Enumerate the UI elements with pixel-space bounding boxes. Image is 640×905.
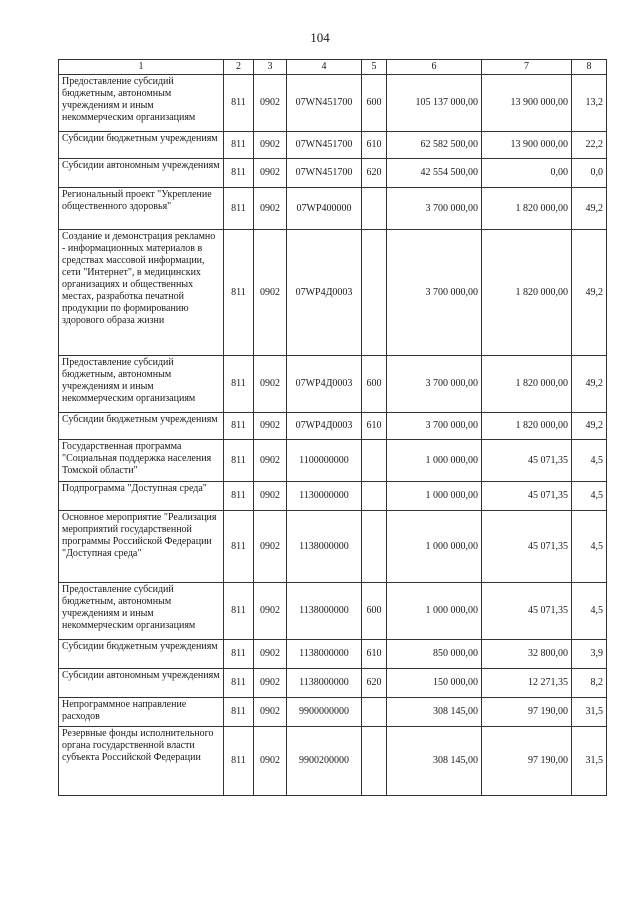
row-name: Непрограммное направление расходов xyxy=(59,698,224,727)
cell-code: 811 xyxy=(224,230,254,356)
column-header: 1 xyxy=(59,60,224,75)
cell-code: 811 xyxy=(224,75,254,132)
cell-target-article: 07WP4Д0003 xyxy=(287,230,362,356)
cell-percent: 8,2 xyxy=(572,669,607,698)
cell-plan: 1 000 000,00 xyxy=(387,440,482,482)
row-name: Государственная программа "Социальная поддержка населения Томской области" xyxy=(59,440,224,482)
cell-plan: 850 000,00 xyxy=(387,640,482,669)
row-name: Субсидии бюджетным учреждениям xyxy=(59,413,224,440)
cell-expense-type xyxy=(362,230,387,356)
row-name: Резервные фонды исполнительного органа государственной власти субъекта Российской Федерации xyxy=(59,727,224,796)
cell-section: 0902 xyxy=(254,188,287,230)
cell-expense-type: 610 xyxy=(362,132,387,159)
cell-percent: 49,2 xyxy=(572,356,607,413)
row-name: Предоставление субсидий бюджетным, автономным учреждениям и иным некоммерческим организациям xyxy=(59,75,224,132)
row-name: Субсидии автономным учреждениям xyxy=(59,159,224,188)
row-name: Основное мероприятие "Реализация мероприятий государственной программы Российской Федерации "Доступная среда" xyxy=(59,511,224,583)
table-row xyxy=(59,413,607,440)
cell-target-article: 07WN451700 xyxy=(287,159,362,188)
cell-percent: 31,5 xyxy=(572,727,607,796)
cell-plan: 3 700 000,00 xyxy=(387,188,482,230)
cell-target-article: 1130000000 xyxy=(287,482,362,511)
cell-code: 811 xyxy=(224,132,254,159)
cell-section: 0902 xyxy=(254,482,287,511)
cell-section: 0902 xyxy=(254,640,287,669)
table-row xyxy=(59,727,607,796)
row-name: Субсидии бюджетным учреждениям xyxy=(59,640,224,669)
cell-percent: 31,5 xyxy=(572,698,607,727)
table-row xyxy=(59,698,607,727)
cell-code: 811 xyxy=(224,698,254,727)
table-row xyxy=(59,75,607,132)
cell-code: 811 xyxy=(224,727,254,796)
cell-target-article: 07WN451700 xyxy=(287,132,362,159)
row-name: Субсидии автономным учреждениям xyxy=(59,669,224,698)
cell-code: 811 xyxy=(224,159,254,188)
cell-target-article: 07WP400000 xyxy=(287,188,362,230)
cell-target-article: 1138000000 xyxy=(287,669,362,698)
table-row xyxy=(59,132,607,159)
cell-target-article: 9900000000 xyxy=(287,698,362,727)
table-row xyxy=(59,669,607,698)
cell-section: 0902 xyxy=(254,75,287,132)
cell-percent: 4,5 xyxy=(572,482,607,511)
table-row xyxy=(59,188,607,230)
row-name: Создание и демонстрация рекламно - информационных материалов в средствах массовой информации, сети "Интернет", в медицинских организациях и общественных местах, разработка печатной продукции по формированию здорового образа жизни xyxy=(59,230,224,356)
row-name: Подпрограмма "Доступная среда" xyxy=(59,482,224,511)
cell-percent: 4,5 xyxy=(572,440,607,482)
cell-section: 0902 xyxy=(254,132,287,159)
cell-actual: 1 820 000,00 xyxy=(482,188,572,230)
cell-expense-type: 620 xyxy=(362,669,387,698)
cell-actual: 1 820 000,00 xyxy=(482,230,572,356)
budget-table xyxy=(58,59,607,796)
column-header: 2 xyxy=(224,60,254,75)
cell-plan: 150 000,00 xyxy=(387,669,482,698)
cell-section: 0902 xyxy=(254,669,287,698)
cell-plan: 3 700 000,00 xyxy=(387,356,482,413)
cell-actual: 45 071,35 xyxy=(482,511,572,583)
column-header: 4 xyxy=(287,60,362,75)
cell-actual: 0,00 xyxy=(482,159,572,188)
table-row xyxy=(59,356,607,413)
cell-section: 0902 xyxy=(254,413,287,440)
cell-code: 811 xyxy=(224,356,254,413)
column-header: 5 xyxy=(362,60,387,75)
cell-expense-type xyxy=(362,482,387,511)
cell-percent: 13,2 xyxy=(572,75,607,132)
cell-target-article: 1138000000 xyxy=(287,583,362,640)
cell-plan: 105 137 000,00 xyxy=(387,75,482,132)
column-header: 8 xyxy=(572,60,607,75)
cell-code: 811 xyxy=(224,440,254,482)
cell-section: 0902 xyxy=(254,230,287,356)
table-row xyxy=(59,511,607,583)
cell-expense-type: 600 xyxy=(362,583,387,640)
cell-actual: 1 820 000,00 xyxy=(482,413,572,440)
cell-expense-type xyxy=(362,440,387,482)
table-row xyxy=(59,230,607,356)
cell-section: 0902 xyxy=(254,356,287,413)
table-row xyxy=(59,482,607,511)
cell-plan: 308 145,00 xyxy=(387,727,482,796)
cell-code: 811 xyxy=(224,188,254,230)
column-header: 6 xyxy=(387,60,482,75)
column-header: 7 xyxy=(482,60,572,75)
cell-code: 811 xyxy=(224,511,254,583)
cell-expense-type: 600 xyxy=(362,75,387,132)
table-row xyxy=(59,640,607,669)
cell-expense-type: 600 xyxy=(362,356,387,413)
cell-expense-type: 610 xyxy=(362,413,387,440)
cell-actual: 13 900 000,00 xyxy=(482,75,572,132)
cell-actual: 32 800,00 xyxy=(482,640,572,669)
cell-section: 0902 xyxy=(254,159,287,188)
cell-actual: 12 271,35 xyxy=(482,669,572,698)
cell-actual: 97 190,00 xyxy=(482,698,572,727)
cell-percent: 4,5 xyxy=(572,511,607,583)
cell-plan: 3 700 000,00 xyxy=(387,230,482,356)
cell-target-article: 07WN451700 xyxy=(287,75,362,132)
cell-target-article: 1138000000 xyxy=(287,640,362,669)
cell-plan: 308 145,00 xyxy=(387,698,482,727)
cell-expense-type xyxy=(362,727,387,796)
cell-target-article: 1138000000 xyxy=(287,511,362,583)
cell-section: 0902 xyxy=(254,583,287,640)
cell-actual: 45 071,35 xyxy=(482,583,572,640)
row-name: Предоставление субсидий бюджетным, автономным учреждениям и иным некоммерческим организациям xyxy=(59,583,224,640)
table-row xyxy=(59,583,607,640)
cell-code: 811 xyxy=(224,583,254,640)
row-name: Региональный проект "Укрепление общественного здоровья" xyxy=(59,188,224,230)
cell-target-article: 9900200000 xyxy=(287,727,362,796)
cell-section: 0902 xyxy=(254,698,287,727)
cell-plan: 42 554 500,00 xyxy=(387,159,482,188)
cell-percent: 22,2 xyxy=(572,132,607,159)
cell-plan: 1 000 000,00 xyxy=(387,583,482,640)
cell-plan: 62 582 500,00 xyxy=(387,132,482,159)
cell-percent: 49,2 xyxy=(572,230,607,356)
cell-plan: 1 000 000,00 xyxy=(387,511,482,583)
cell-actual: 13 900 000,00 xyxy=(482,132,572,159)
cell-code: 811 xyxy=(224,669,254,698)
cell-target-article: 1100000000 xyxy=(287,440,362,482)
cell-plan: 1 000 000,00 xyxy=(387,482,482,511)
cell-target-article: 07WP4Д0003 xyxy=(287,413,362,440)
table-row xyxy=(59,159,607,188)
cell-expense-type: 620 xyxy=(362,159,387,188)
cell-actual: 45 071,35 xyxy=(482,482,572,511)
cell-section: 0902 xyxy=(254,511,287,583)
cell-section: 0902 xyxy=(254,440,287,482)
cell-code: 811 xyxy=(224,413,254,440)
cell-actual: 45 071,35 xyxy=(482,440,572,482)
row-name: Предоставление субсидий бюджетным, автономным учреждениям и иным некоммерческим организациям xyxy=(59,356,224,413)
table-row xyxy=(59,440,607,482)
cell-code: 811 xyxy=(224,640,254,669)
cell-actual: 97 190,00 xyxy=(482,727,572,796)
cell-target-article: 07WP4Д0003 xyxy=(287,356,362,413)
cell-code: 811 xyxy=(224,482,254,511)
cell-expense-type: 610 xyxy=(362,640,387,669)
cell-percent: 3,9 xyxy=(572,640,607,669)
cell-expense-type xyxy=(362,188,387,230)
cell-expense-type xyxy=(362,511,387,583)
table-header-row xyxy=(59,60,607,75)
cell-expense-type xyxy=(362,698,387,727)
cell-percent: 0,0 xyxy=(572,159,607,188)
cell-percent: 4,5 xyxy=(572,583,607,640)
cell-plan: 3 700 000,00 xyxy=(387,413,482,440)
cell-section: 0902 xyxy=(254,727,287,796)
row-name: Субсидии бюджетным учреждениям xyxy=(59,132,224,159)
page-number: 104 xyxy=(310,30,330,45)
column-header: 3 xyxy=(254,60,287,75)
cell-percent: 49,2 xyxy=(572,413,607,440)
cell-percent: 49,2 xyxy=(572,188,607,230)
cell-actual: 1 820 000,00 xyxy=(482,356,572,413)
